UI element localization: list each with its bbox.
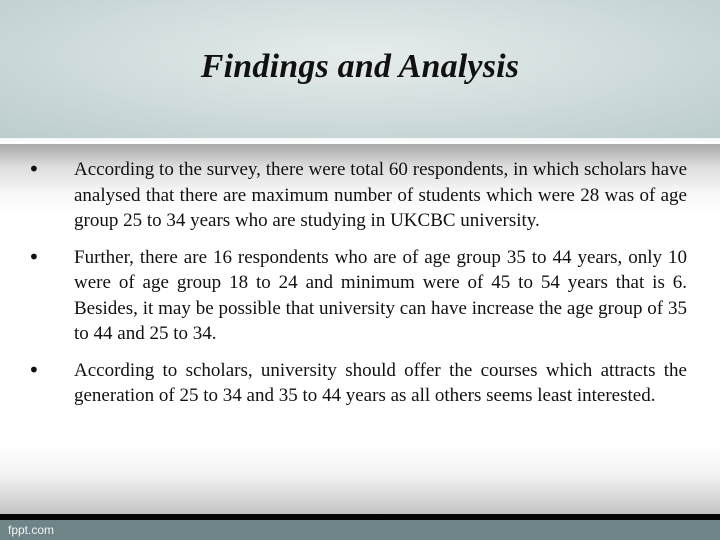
bullet-icon: •	[28, 157, 40, 181]
bullet-icon: •	[28, 244, 40, 269]
slide-title: Findings and Analysis	[200, 48, 520, 85]
bullet-item	[0, 157, 720, 234]
bullet-text: According to scholars, university should offer the courses which attracts the generation of 25 to 34 and 35 to 44 years as all others seems least interested.	[74, 359, 687, 406]
bullet-text: Further, there are 16 respondents who are of age group 35 to 44 years, only 10 were of age group 18 to 24 and minimum were of 45 to 54 years that is 6. Besides, it may be possible that university can have increase the age group of 35 to 44 and 25 to 34.	[74, 246, 687, 344]
bullet-icon: •	[28, 357, 40, 382]
bullet-text: According to the survey, there were total 60 respondents, in which scholars have analysed that there are maximum number of students which were 28 was of age group 25 to 34 years who are studying in UKCBC university.	[74, 159, 687, 231]
footer-brand: fppt.com	[8, 523, 55, 537]
bullet-list	[0, 157, 720, 420]
footer-band	[0, 520, 720, 540]
bullet-item	[0, 245, 720, 347]
bullet-item	[0, 358, 720, 409]
